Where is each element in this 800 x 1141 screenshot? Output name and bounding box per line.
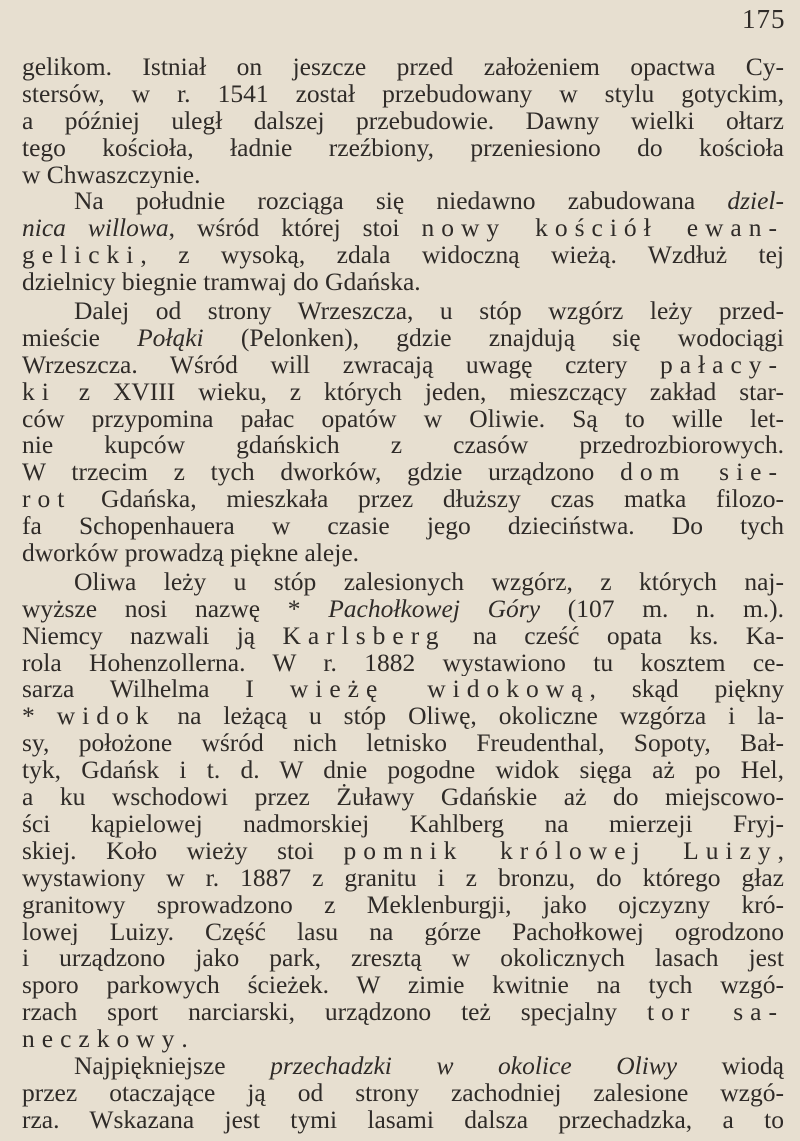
page-number: 175 xyxy=(742,4,786,34)
text-line: w Chwaszczynie. xyxy=(22,161,201,189)
text-line: sy, położone wśród nich letnisko Freudenthal, Sopoty, Bał- xyxy=(22,730,784,758)
text-line: ści kąpielowej nadmorskiej Kahlberg na mierzeji Fryj- xyxy=(22,810,784,838)
text-line: przez otaczające ją od strony zachodniej zalesione wzgó- xyxy=(22,1079,784,1107)
text-line: neczkowy. xyxy=(22,1026,188,1053)
text-line: fa Schopenhauera w czasie jego dzieciństwa. Do tych xyxy=(22,513,784,541)
text-line: skiej. Koło wieży stoi pomnik królowej Luizy, xyxy=(22,837,784,865)
text-line: i urządzono jako park, zresztą w okolicznych lasach jest xyxy=(22,945,784,973)
text-line: nica willowa, wśród której stoi nowy kościół ewan- xyxy=(22,215,784,243)
text-line: Oliwa leży u stóp zalesionych wzgórz, z których naj- xyxy=(74,568,784,596)
text-line: ki z XVIII wieku, z których jeden, mieszczący zakład star- xyxy=(22,378,784,406)
text-line: dzielnicy biegnie tramwaj do Gdańska. xyxy=(22,269,421,297)
text-line: wyższe nosi nazwę * Pachołkowej Góry (107 m. n. m.). xyxy=(22,595,784,623)
text-line: mieście Połąki (Pelonken), gdzie znajdują się wodociągi xyxy=(22,324,784,352)
text-line: lowej Luizy. Część lasu na górze Pachołkowej ogrodzono xyxy=(22,918,784,946)
text-line: a ku wschodowi przez Żuławy Gdańskie aż do miejscowo- xyxy=(22,784,784,811)
text-line: W trzecim z tych dworków, gdzie urządzono dom sie- xyxy=(22,459,784,487)
text-line: sporo parkowych ścieżek. W zimie kwitnie na tych wzgó- xyxy=(22,972,784,1000)
text-line: rza. Wskazana jest tymi lasami dalsza przechadzka, a to xyxy=(22,1106,784,1134)
text-line: rzach sport narciarski, urządzono też specjalny tor sa- xyxy=(22,999,784,1027)
text-line: rola Hohenzollerna. W r. 1882 wystawiono tu kosztem ce- xyxy=(22,649,784,677)
text-line: Najpiękniejsze przechadzki w okolice Oliwy wiodą xyxy=(74,1052,784,1080)
text-line: dworków prowadzą piękne aleje. xyxy=(22,540,360,567)
text-line: ców przypomina pałac opatów w Oliwie. Są to wille let- xyxy=(22,405,784,433)
text-line: a później uległ dalszej przebudowie. Dawny wielki ołtarz xyxy=(22,107,784,135)
text-line: tego kościoła, ładnie rzeźbiony, przeniesiono do kościoła xyxy=(22,134,784,162)
text-line: Wrzeszcza. Wśród will zwracają uwagę cztery pałacy- xyxy=(22,351,784,379)
text-line: gelikom. Istniał on jeszcze przed założeniem opactwa Cy- xyxy=(22,54,784,81)
text-line: Dalej od strony Wrzeszcza, u stóp wzgórz leży przed- xyxy=(74,298,784,325)
text-line: granitowy sprowadzono z Meklenburgji, jako ojczyzny kró- xyxy=(22,891,784,919)
text-line: tyk, Gdańsk i t. d. W dnie pogodne widok sięga aż po Hel, xyxy=(22,757,784,785)
text-line: * widok na leżącą u stóp Oliwę, okoliczne wzgórza i la- xyxy=(22,703,784,731)
text-line: wystawiony w r. 1887 z granitu i z bronzu, do którego głaz xyxy=(22,864,784,892)
body-text xyxy=(22,54,784,1134)
text-line: gelicki, z wysoką, zdala widoczną wieżą. Wzdłuż tej xyxy=(22,242,784,270)
text-line: rot Gdańska, mieszkała przez dłuższy czas matka filozo- xyxy=(22,486,784,514)
text-line: Na południe rozciąga się niedawno zabudowana dziel- xyxy=(74,188,784,216)
text-line: Niemcy nazwali ją Karlsberg na cześć opata ks. Ka- xyxy=(22,622,784,650)
text-line: sarza Wilhelma I wieżę widokową, skąd piękny xyxy=(22,676,784,704)
text-line: stersów, w r. 1541 został przebudowany w stylu gotyckim, xyxy=(22,80,784,108)
text-line: nie kupców gdańskich z czasów przedrozbiorowych. xyxy=(22,432,784,460)
